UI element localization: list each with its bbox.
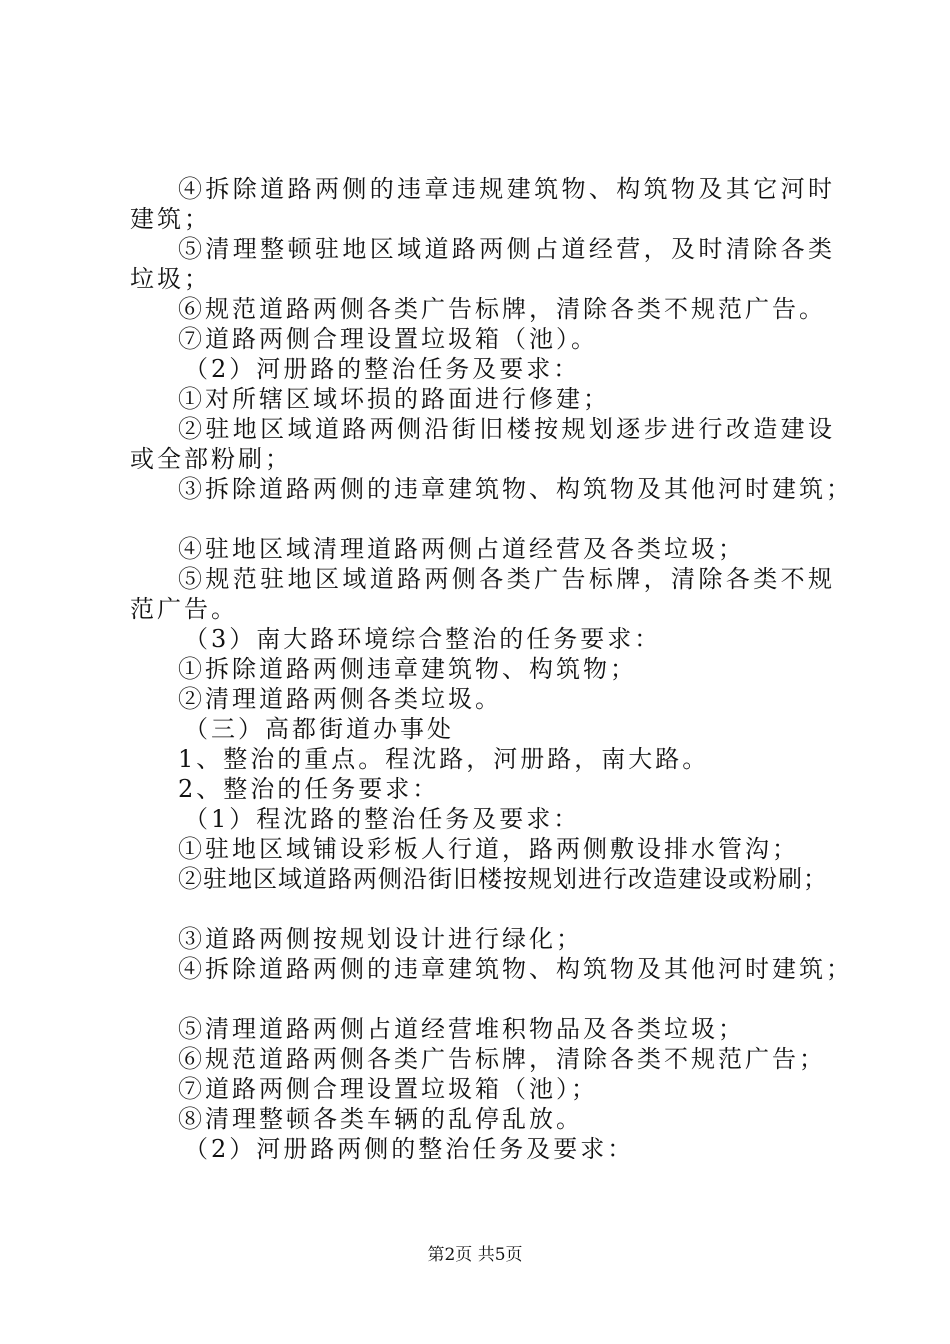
text-line: ②驻地区域道路两侧沿街旧楼按规划进行改造建设或粉刷；: [178, 865, 828, 893]
text-line: ⑤清理道路两侧占道经营堆积物品及各类垃圾；: [178, 1015, 745, 1043]
blank-line: [130, 894, 835, 924]
text-line: ⑥规范道路两侧各类广告标牌，清除各类不规范广告。: [178, 295, 826, 323]
text-line: ②清理道路两侧各类垃圾。: [178, 685, 502, 713]
document-body: [130, 174, 853, 1164]
text-line: ④驻地区域清理道路两侧占道经营及各类垃圾；: [178, 535, 745, 563]
text-line: ①驻地区域铺设彩板人行道，路两侧敷设排水管沟；: [178, 835, 799, 863]
text-line: ⑦道路两侧合理设置垃圾箱（池）。: [178, 325, 598, 353]
text-line: ⑤清理整顿驻地区域道路两侧占道经营，及时清除各类垃圾；: [130, 235, 835, 293]
text-line: ③道路两侧按规划设计进行绿化；: [178, 925, 583, 953]
text-line: ①对所辖区域坏损的路面进行修建；: [178, 385, 610, 413]
text-line: ⑥规范道路两侧各类广告标牌，清除各类不规范广告；: [178, 1045, 826, 1073]
text-line: ③拆除道路两侧的违章建筑物、构筑物及其他河时建筑；: [178, 475, 853, 503]
text-line: （2）河册路两侧的整治任务及要求：: [184, 1135, 635, 1163]
blank-line: [130, 984, 835, 1014]
text-line: ⑧清理整顿各类车辆的乱停乱放。: [178, 1105, 583, 1133]
text-line: ⑤规范驻地区域道路两侧各类广告标牌，清除各类不规范广告。: [130, 565, 835, 623]
text-line: ②驻地区域道路两侧沿街旧楼按规划逐步进行改造建设或全部粉刷；: [130, 415, 835, 473]
text-line: ⑦道路两侧合理设置垃圾箱（池）；: [178, 1075, 598, 1103]
blank-line: [130, 504, 835, 534]
text-line: （三）高都街道办事处: [184, 715, 454, 743]
text-line: （3）南大路环境综合整治的任务要求：: [184, 625, 662, 653]
text-line: 1、整治的重点。程沈路，河册路，南大路。: [178, 745, 710, 773]
page-number: 第2页 共5页: [427, 1245, 523, 1265]
text-line: ①拆除道路两侧违章建筑物、构筑物；: [178, 655, 637, 683]
text-line: （2）河册路的整治任务及要求：: [184, 355, 581, 383]
text-line: ④拆除道路两侧的违章违规建筑物、构筑物及其它河时建筑；: [130, 175, 835, 233]
text-line: ④拆除道路两侧的违章建筑物、构筑物及其他河时建筑；: [178, 955, 853, 983]
text-line: （1）程沈路的整治任务及要求：: [184, 805, 581, 833]
text-line: 2、整治的任务要求：: [178, 775, 440, 803]
